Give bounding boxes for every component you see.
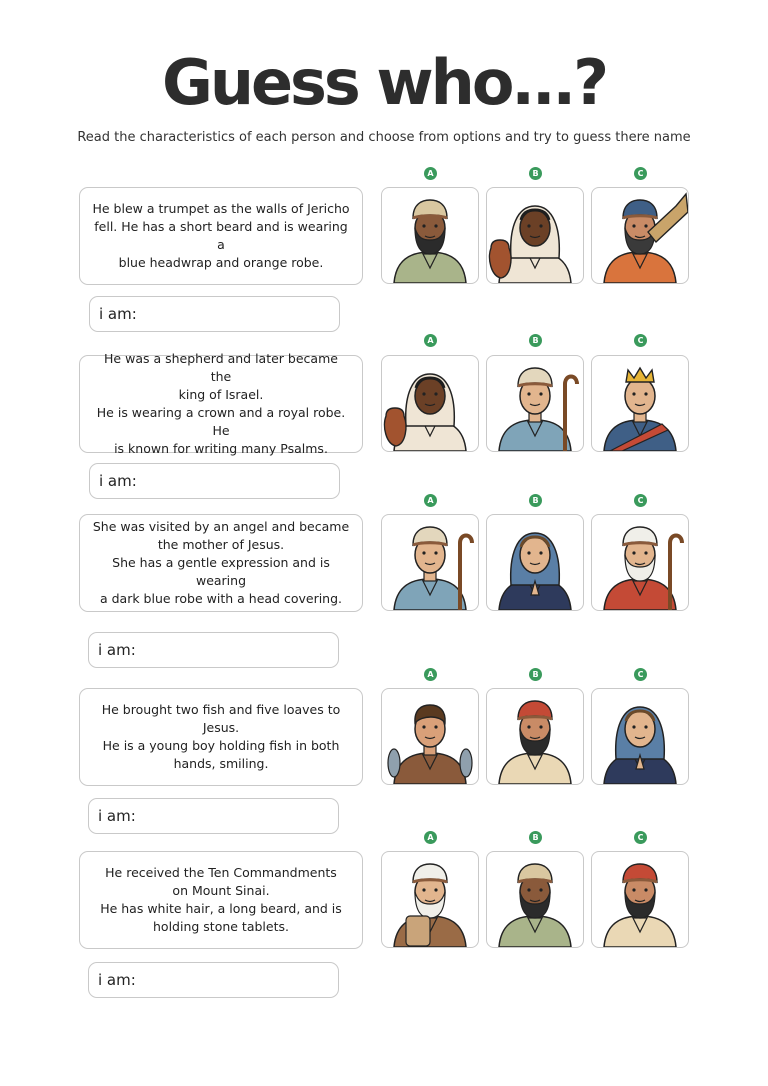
answer-label: i am: [98,807,136,825]
option-card-b[interactable] [486,187,584,284]
question-line: king of Israel. [178,387,264,402]
option-card-a[interactable] [381,514,479,611]
bearded-man-beige-headwrap-icon [382,188,478,283]
option-card-c[interactable] [591,355,689,452]
answer-field[interactable] [88,962,339,998]
option-badge-c: C [634,167,647,180]
answer-label: i am: [98,641,136,659]
answer-field[interactable] [88,798,339,834]
praying-woman-blue-veil-icon [592,689,688,784]
bearded-man-red-headwrap-icon [487,689,583,784]
question-line: on Mount Sinai. [172,883,270,898]
option-card-b[interactable] [486,851,584,948]
question-text [92,200,350,272]
question-line: He is wearing a crown and a royal robe. He [96,405,346,438]
answer-label: i am: [99,305,137,323]
question-line: He blew a trumpet as the walls of Jericho [92,201,350,216]
question-box [79,514,363,612]
option-card-b[interactable] [486,688,584,785]
question-line: He received the Ten Commandments [105,865,337,880]
old-man-raised-hand-icon [592,515,688,610]
instructions: Read the characteristics of each person and choose from options and try to guess there name [77,130,691,145]
question-text [92,350,350,458]
option-badge-b: B [529,668,542,681]
question-line: He is a young boy holding fish in both [102,738,340,753]
option-badge-a: A [424,167,437,180]
option-badge-c: C [634,334,647,347]
option-badge-c: C [634,494,647,507]
question-line: He was a shepherd and later became the [104,351,338,384]
option-badge-c: C [634,831,647,844]
option-badge-b: B [529,494,542,507]
option-badge-a: A [424,831,437,844]
option-badge-c: C [634,668,647,681]
question-line: blue headwrap and orange robe. [118,255,324,270]
option-card-c[interactable] [591,688,689,785]
answer-label: i am: [98,971,136,989]
option-card-c[interactable] [591,187,689,284]
option-badge-b: B [529,167,542,180]
question-line: holding stone tablets. [153,919,289,934]
answer-field[interactable] [88,632,339,668]
old-man-stone-tablets-icon [382,852,478,947]
option-card-b[interactable] [486,514,584,611]
option-card-b[interactable] [486,355,584,452]
question-line: fell. He has a short beard and is wearing a [94,219,348,252]
question-text [100,864,342,936]
option-badge-a: A [424,494,437,507]
question-box [79,187,363,285]
woman-with-jar-icon [487,188,583,283]
answer-label: i am: [99,472,137,490]
option-badge-a: A [424,334,437,347]
option-card-a[interactable] [381,688,479,785]
option-card-a[interactable] [381,355,479,452]
bearded-man-beige-headwrap-icon [487,852,583,947]
question-text [102,701,341,773]
option-card-a[interactable] [381,851,479,948]
man-blowing-horn-icon [592,188,688,283]
question-line: She has a gentle expression and is wearing [112,555,330,588]
option-badge-b: B [529,831,542,844]
question-box [79,351,363,456]
question-line: is known for writing many Psalms. [114,441,328,456]
question-line: He brought two fish and five loaves to [101,702,341,717]
question-line: the mother of Jesus. [157,537,285,552]
option-card-c[interactable] [591,851,689,948]
question-line: hands, smiling. [173,756,269,771]
boy-holding-fish-icon [382,689,478,784]
option-badge-b: B [529,334,542,347]
page-title: Guess who...? [161,46,607,119]
question-box [79,851,363,949]
question-line: He has white hair, a long beard, and is [100,901,342,916]
shepherd-with-staff-icon [382,515,478,610]
bearded-man-red-headwrap-icon [592,852,688,947]
answer-field[interactable] [89,296,340,332]
woman-with-jar-icon [382,356,478,451]
king-with-crown-icon [592,356,688,451]
option-badge-a: A [424,668,437,681]
question-line: a dark blue robe with a head covering. [99,591,343,606]
question-line: Jesus. [202,720,240,735]
question-box [79,688,363,786]
shepherd-with-staff-icon [487,356,583,451]
option-card-c[interactable] [591,514,689,611]
option-card-a[interactable] [381,187,479,284]
question-line: She was visited by an angel and became [92,519,350,534]
question-text [92,518,350,608]
answer-field[interactable] [89,463,340,499]
praying-woman-blue-veil-icon [487,515,583,610]
